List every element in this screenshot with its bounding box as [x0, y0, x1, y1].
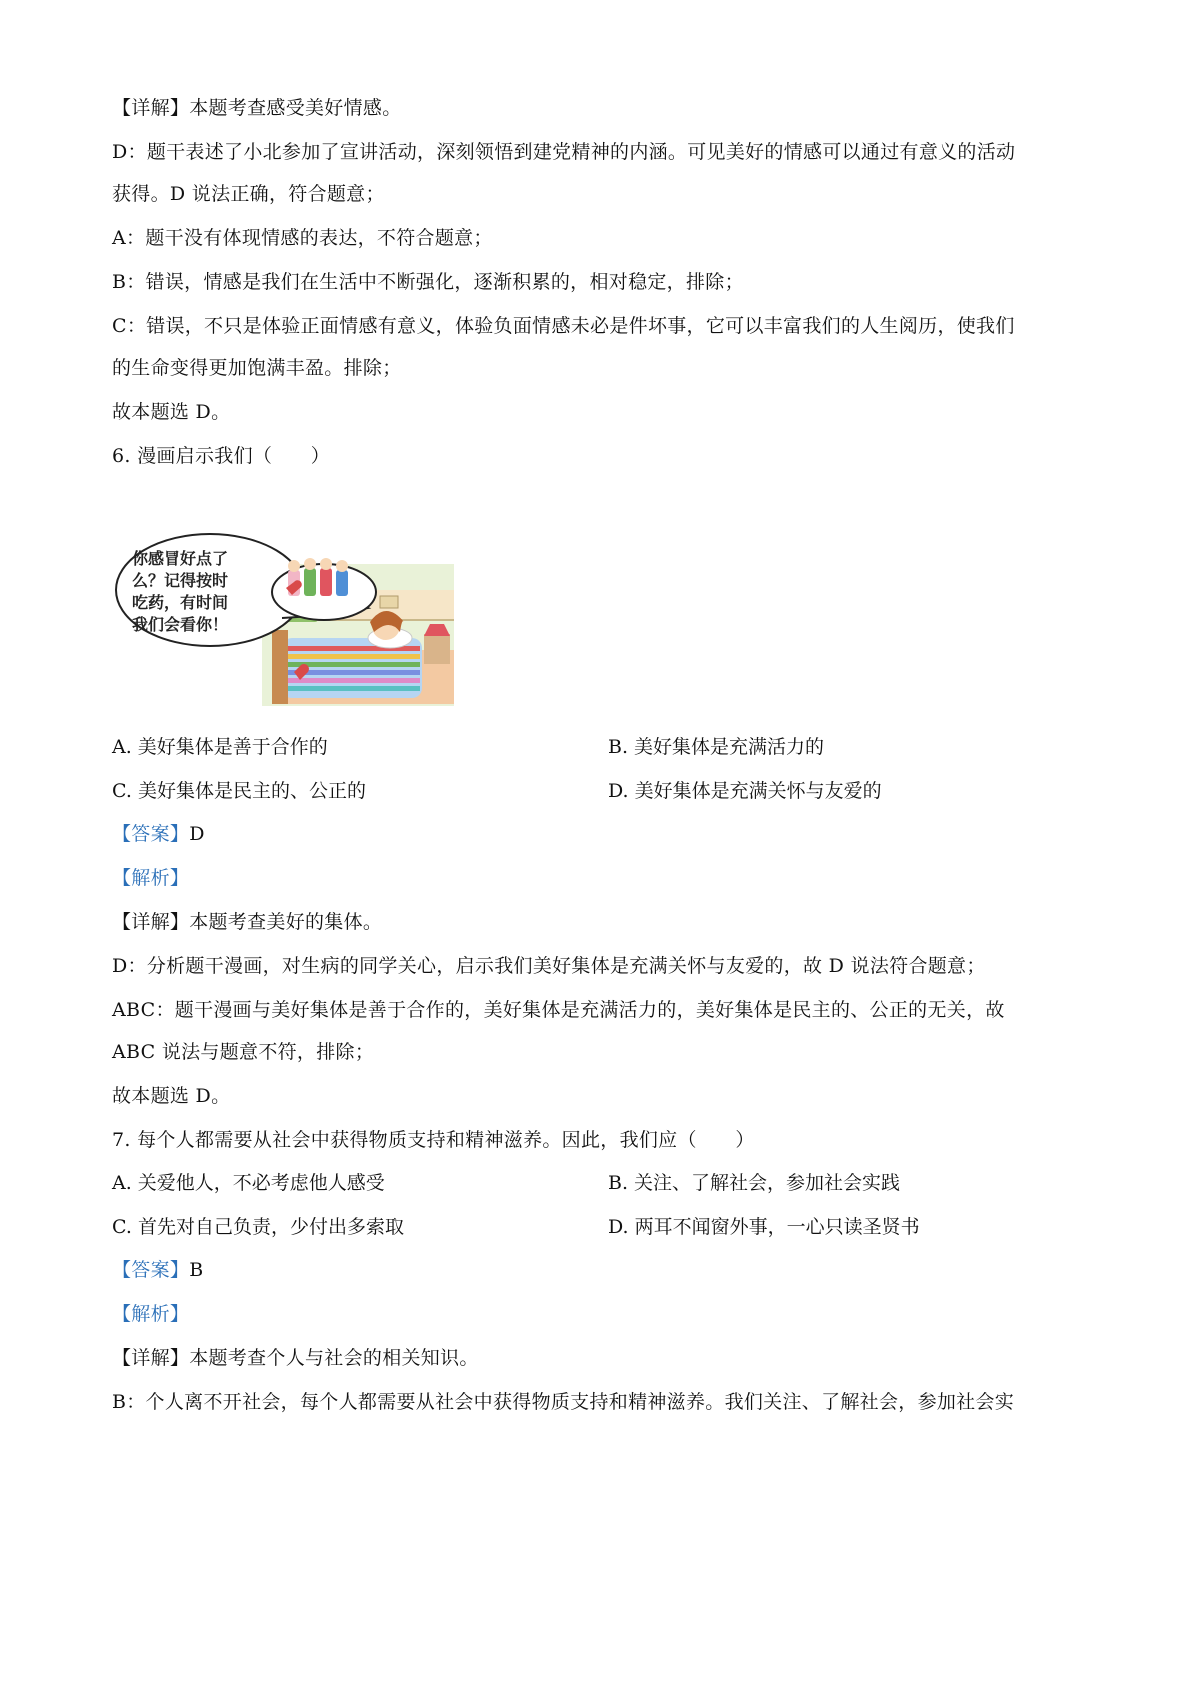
q7-option-b: B. 关注、了解社会，参加社会实践: [608, 1172, 901, 1194]
q7-option-d: D. 两耳不闻窗外事，一心只读圣贤书: [608, 1216, 920, 1238]
cartoon-illustration: [112, 530, 472, 740]
q7-b-line: B：个人离不开社会，每个人都需要从社会中获得物质支持和精神滋养。我们关注、了解社会，参加社会实: [112, 1391, 1015, 1413]
q5-c-line1: C：错误，不只是体验正面情感有意义，体验负面情感未必是件坏事，它可以丰富我们的人生阅历，使我们: [112, 315, 1015, 337]
q7-detail: 【详解】本题考查个人与社会的相关知识。: [112, 1347, 479, 1369]
q7-analysis-label: 【解析】: [112, 1303, 190, 1325]
q5-conclusion: 故本题选 D。: [112, 401, 231, 423]
bubble-line-1: 你感冒好点了: [132, 549, 229, 568]
q5-b-line: B：错误，情感是我们在生活中不断强化，逐渐积累的，相对稳定，排除；: [112, 271, 744, 293]
answer-value: B: [189, 1259, 204, 1281]
q6-option-b: B. 美好集体是充满活力的: [608, 736, 825, 758]
answer-label: 【答案】: [112, 823, 190, 845]
bubble-line-2: 么？记得按时: [132, 571, 229, 590]
q7-answer: [112, 1258, 203, 1282]
bubble-line-3: 吃药，有时间: [132, 593, 229, 612]
bubble-line-4: 我们会看你！: [132, 615, 229, 634]
q6-d-line: D：分析题干漫画，对生病的同学关心，启示我们美好集体是充满关怀与友爱的，故 D 说法符合题意；: [112, 955, 986, 977]
q6-abc-line2: ABC 说法与题意不符，排除；: [112, 1041, 375, 1063]
q5-detail: 【详解】本题考查感受美好情感。: [112, 97, 402, 119]
q5-c-line2: 的生命变得更加饱满丰盈。排除；: [112, 357, 402, 379]
q5-a-line: A：题干没有体现情感的表达，不符合题意；: [112, 227, 493, 249]
q6-detail: 【详解】本题考查美好的集体。: [112, 911, 383, 933]
q6-conclusion: 故本题选 D。: [112, 1085, 231, 1107]
q6-abc-line1: ABC：题干漫画与美好集体是善于合作的，美好集体是充满活力的，美好集体是民主的、公正的无关，故: [112, 999, 1005, 1021]
q7-option-c: C. 首先对自己负责，少付出多索取: [112, 1216, 404, 1238]
q6-option-a: A. 美好集体是善于合作的: [112, 736, 328, 758]
q5-d-line1: D：题干表述了小北参加了宣讲活动，深刻领悟到建党精神的内涵。可见美好的情感可以通过有意义的活动: [112, 141, 1016, 163]
q5-d-line2: 获得。D 说法正确，符合题意；: [112, 183, 385, 205]
q6-option-c: C. 美好集体是民主的、公正的: [112, 780, 366, 802]
q6-analysis-label: 【解析】: [112, 867, 190, 889]
q7-stem: 7. 每个人都需要从社会中获得物质支持和精神滋养。因此，我们应（ ）: [112, 1129, 755, 1151]
cartoon-svg: [112, 530, 472, 740]
q7-option-a: A. 关爱他人，不必考虑他人感受: [112, 1172, 385, 1194]
answer-label: 【答案】: [112, 1259, 190, 1281]
answer-value: D: [189, 823, 205, 845]
q6-option-d: D. 美好集体是充满关怀与友爱的: [608, 780, 882, 802]
q6-stem: 6. 漫画启示我们（ ）: [112, 445, 331, 467]
q6-answer: [112, 822, 205, 846]
